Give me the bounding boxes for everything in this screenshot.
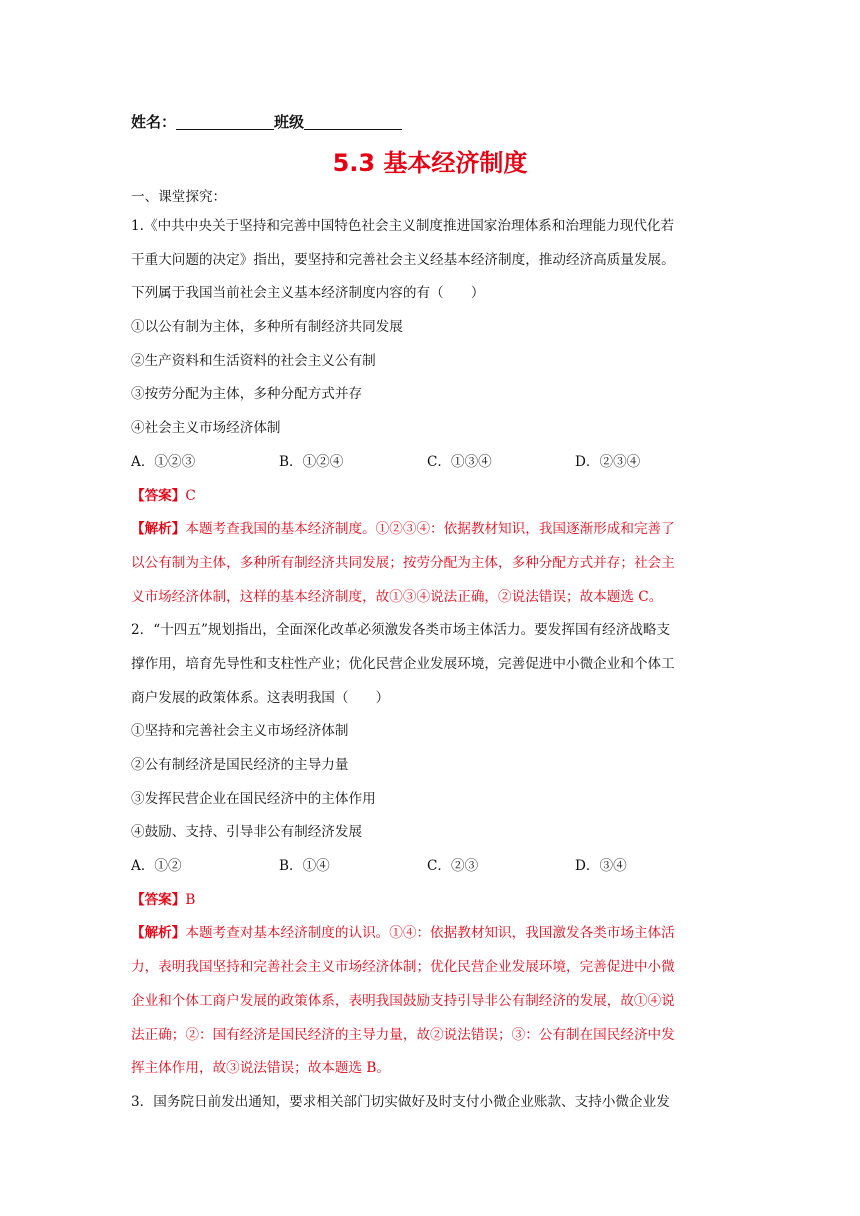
answer-value: B: [185, 891, 196, 908]
statement-item: ③发挥民营企业在国民经济中的主体作用: [131, 790, 376, 807]
analysis-line: 义市场经济体制，这样的基本经济制度，故①③④说法正确，②说法错误；故本题选 C。: [131, 588, 663, 605]
name-blank[interactable]: [176, 114, 274, 130]
question-stem-line: 干重大问题的决定》指出，要坚持和完善社会主义经基本经济制度，推动经济高质量发展。: [131, 251, 675, 268]
question-stem-line: 下列属于我国当前社会主义基本经济制度内容的有（ ）: [131, 285, 485, 302]
option-b: B．①④: [279, 858, 330, 875]
answer-line: [131, 480, 731, 514]
answer-value: C: [185, 487, 196, 504]
option-c: C．②③: [427, 858, 479, 875]
statement-item: ④社会主义市场经济体制: [131, 420, 281, 437]
statement-item: ②公有制经济是国民经济的主导力量: [131, 757, 349, 773]
question-3: [131, 1086, 731, 1120]
option-a: A．①②③: [131, 453, 196, 470]
question-2: [131, 614, 731, 1086]
statement-item: ②生产资料和生活资料的社会主义公有制: [131, 352, 376, 369]
answer-line: [131, 884, 731, 918]
analysis-line: 以公有制为主体，多种所有制经济共同发展；按劳分配为主体，多种分配方式并存；社会主: [131, 554, 675, 571]
content-body: [131, 184, 731, 1120]
class-label: 班级: [274, 113, 305, 131]
statement-item: ①以公有制为主体，多种所有制经济共同发展: [131, 319, 403, 336]
page-title: 5.3 基本经济制度: [332, 149, 528, 177]
analysis-line: [131, 513, 731, 547]
option-d: D．②③④: [575, 453, 641, 470]
analysis-line: [131, 917, 731, 951]
question-stem-line: 撑作用，培育先导性和支柱性产业；优化民营企业发展环境，完善促进中小微企业和个体工: [131, 655, 675, 672]
statement-item: ①坚持和完善社会主义市场经济体制: [131, 723, 349, 740]
class-blank[interactable]: [304, 114, 402, 130]
question-1: [131, 210, 731, 614]
question-stem-line: 1.《中共中央关于坚持和完善中国特色社会主义制度推进国家治理体系和治理能力现代化若: [131, 218, 675, 234]
analysis-line: 力，表明我国坚持和完善社会主义市场经济体制；优化民营企业发展环境，完善促进中小微: [131, 959, 675, 976]
question-stem-line: 商户发展的政策体系。这表明我国（ ）: [131, 689, 390, 706]
analysis-line: 企业和个体工商户发展的政策体系，表明我国鼓励支持引导非公有制经济的发展，故①④说: [131, 992, 675, 1009]
answer-options: [131, 446, 731, 480]
analysis-tag: 【解析】: [131, 925, 186, 942]
name-label: 姓名：: [131, 113, 177, 131]
answer-tag: 【答案】: [131, 487, 186, 504]
student-info-line: [131, 111, 402, 132]
question-stem-line: 3．国务院日前发出通知，要求相关部门切实做好及时支付小微企业账款、支持小微企业发: [131, 1093, 670, 1110]
option-d: D．③④: [575, 858, 627, 875]
statement-item: ④鼓励、支持、引导非公有制经济发展: [131, 824, 363, 841]
option-b: B．①②④: [279, 453, 344, 470]
statement-item: ③按劳分配为主体，多种分配方式并存: [131, 386, 363, 403]
answer-tag: 【答案】: [131, 891, 186, 908]
section-heading: 一、课堂探究：: [131, 189, 227, 205]
analysis-text: 本题考查我国的基本经济制度。①②③④：依据教材知识，我国逐渐形成和完善了: [185, 521, 675, 538]
analysis-line: 挥主体作用，故③说法错误；故本题选 B。: [131, 1060, 390, 1077]
answer-options: [131, 850, 731, 884]
option-a: A．①②: [131, 858, 182, 875]
analysis-text: 本题考查对基本经济制度的认识。①④：依据教材知识，我国激发各类市场主体活: [185, 925, 675, 942]
analysis-tag: 【解析】: [131, 521, 186, 538]
option-c: C．①③④: [427, 453, 492, 470]
question-stem-line: 2．“十四五”规划指出，全面深化改革必须激发各类市场主体活力。要发挥国有经济战略支: [131, 622, 671, 639]
analysis-line: 法正确；②：国有经济是国民经济的主导力量，故②说法错误；③：公有制在国民经济中发: [131, 1026, 675, 1043]
